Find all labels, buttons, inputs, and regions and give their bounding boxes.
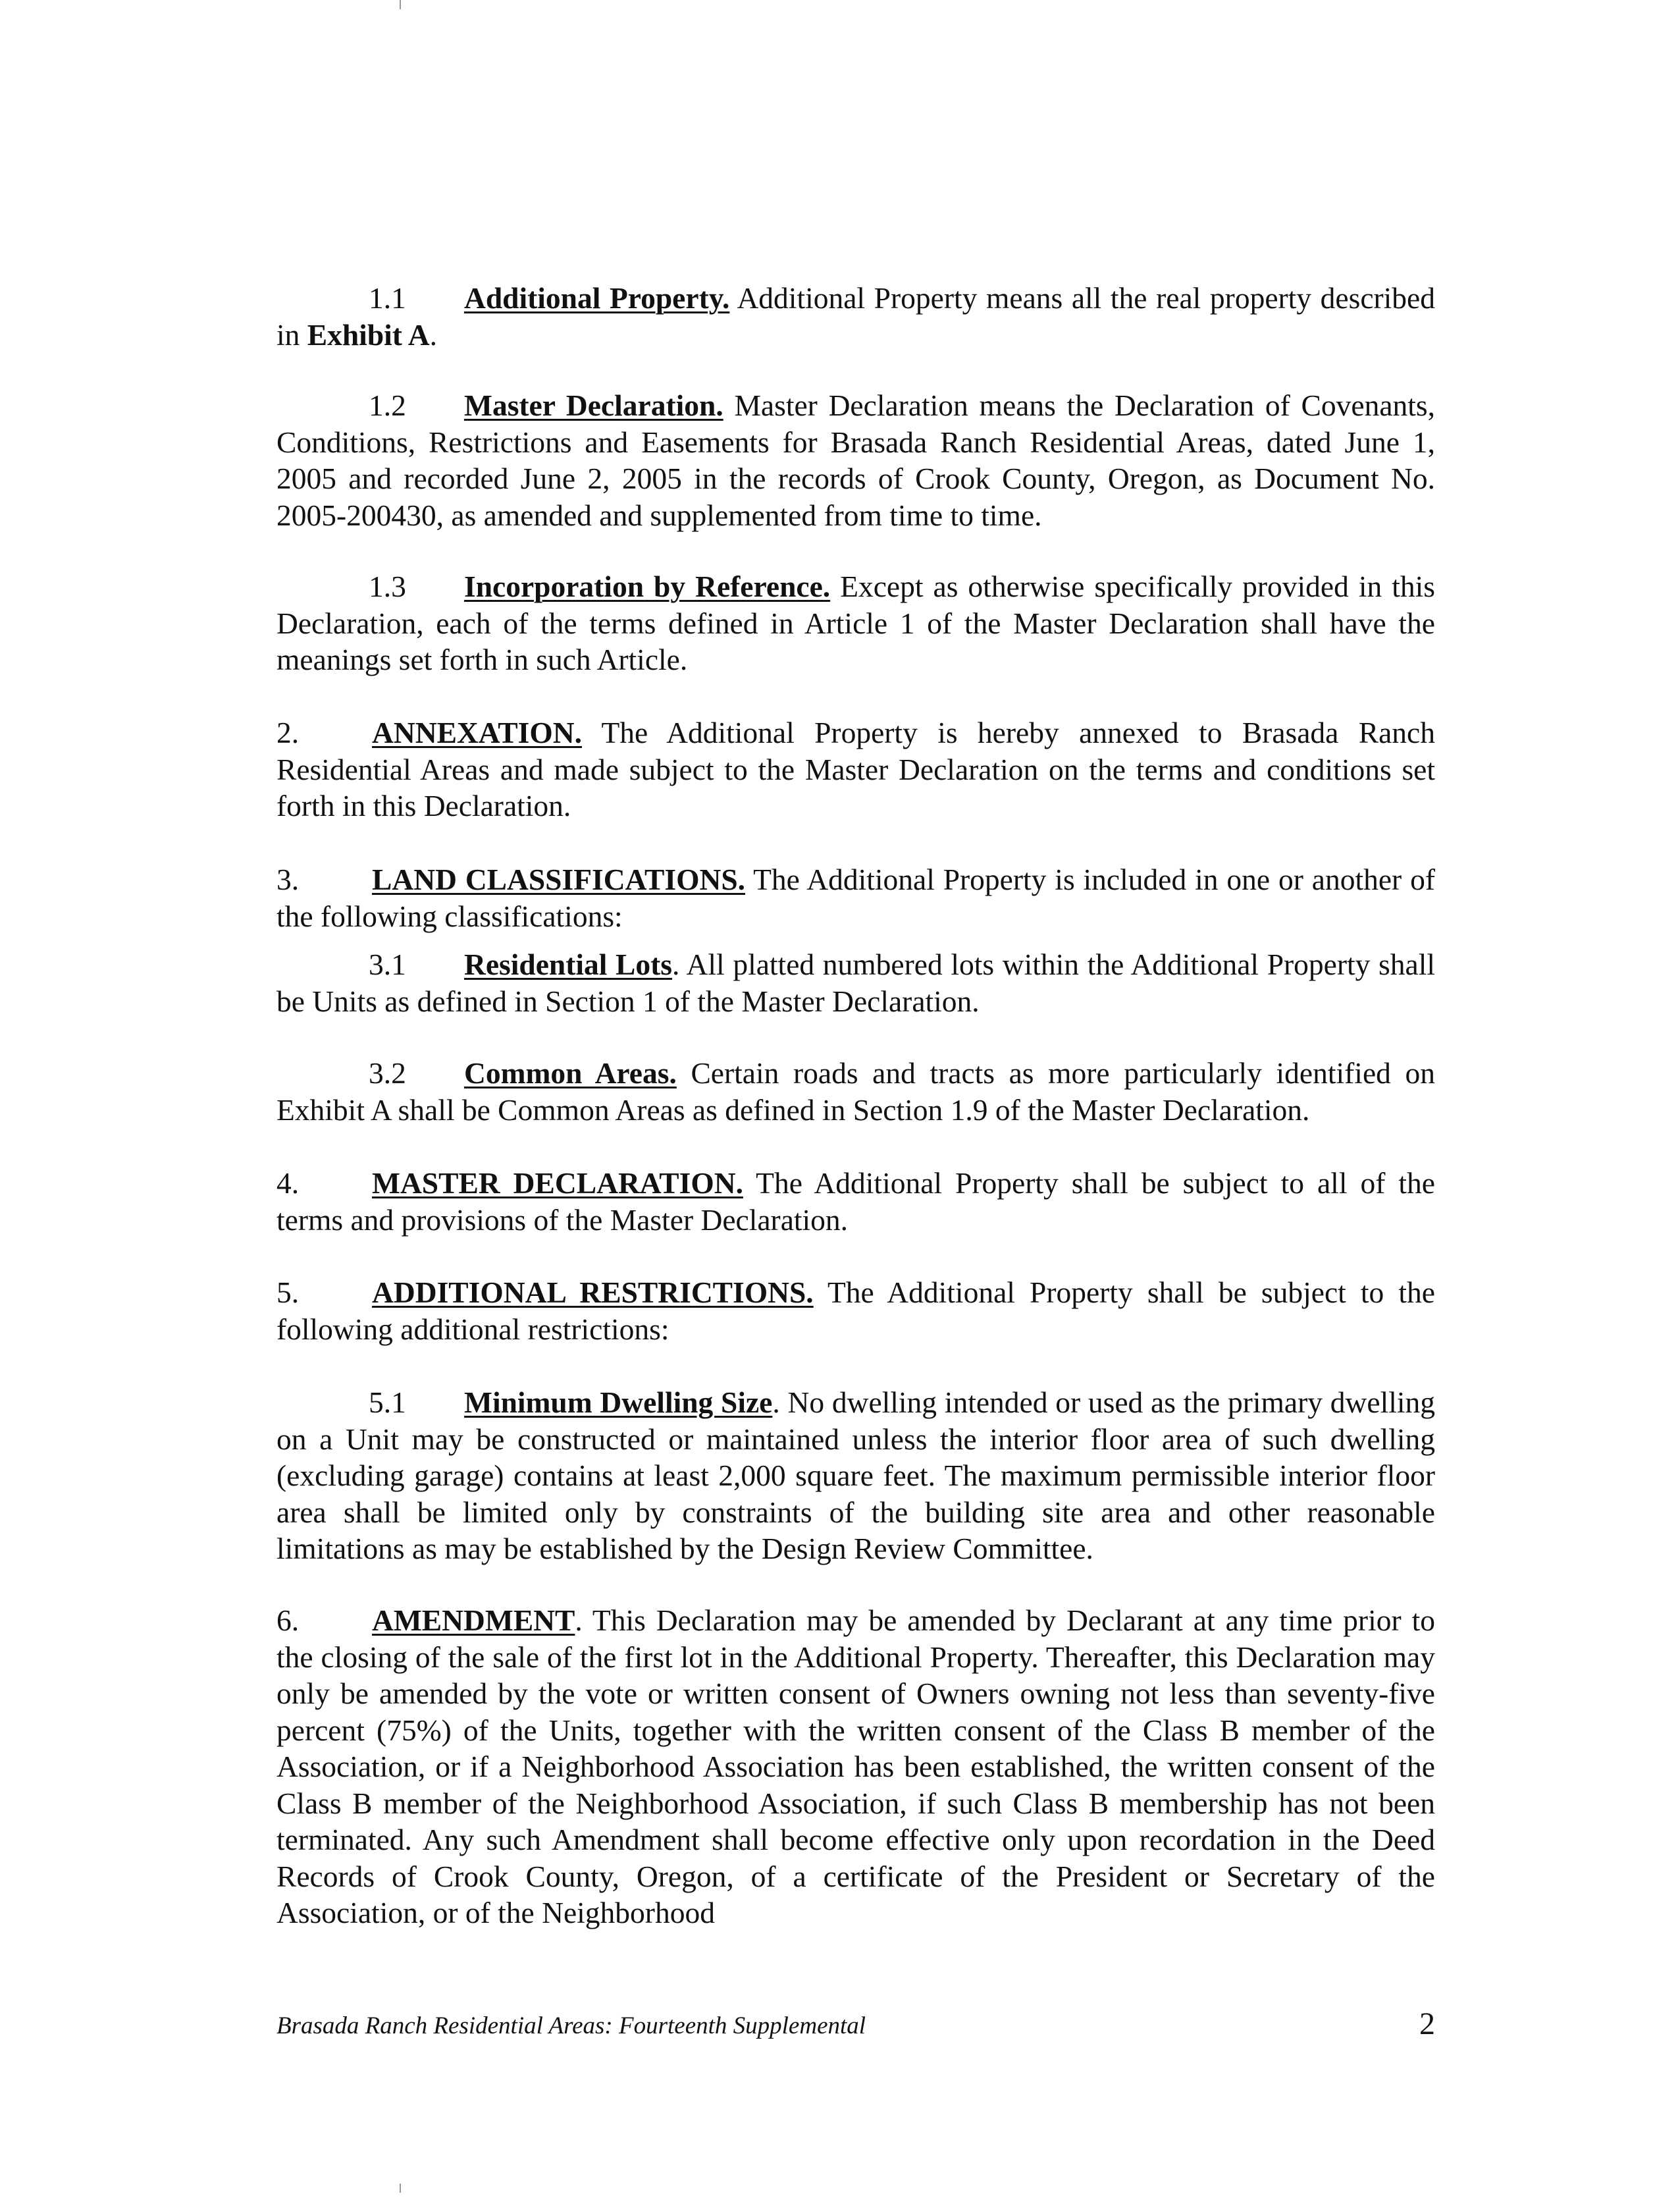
scan-mark-bottom — [400, 2184, 401, 2193]
section-text: Certain roads and tracts as more particularly identified on Exhibit A shall be Common Areas as defined in Section 1.9 of the Master Declaration. — [276, 1056, 1435, 1127]
section-1-2 — [276, 387, 1435, 533]
section-text: The Additional Property shall be subject to all of the terms and provisions of the Master Declaration. — [276, 1166, 1435, 1237]
section-heading: Additional Property. — [464, 281, 730, 315]
section-text: . This Declaration may be amended by Declarant at any time prior to the closing of the sale of the first lot in the Additional Property. Thereafter, this Declaration may only be amended by the vote or written consent of Owners owning not less than seventy-five percent (75%) of the Units, together with the written consent of the Class B member of the Association, or if a Neighborhood Association has been established, the written consent of the Class B member of the Neighborhood Association, if such Class B membership has not been terminated. Any such Amendment shall become effective only upon recordation in the Deed Records of Crook County, Oregon, of a certificate of the President or Secretary of the Association, or of the Neighborhood — [276, 1603, 1435, 1929]
section-text: . All platted numbered lots within the Additional Property shall be Units as defined in Section 1 of the Master Declaration. — [276, 948, 1435, 1018]
section-number: 6. — [276, 1603, 300, 1637]
footer-document-title: Brasada Ranch Residential Areas: Fourteenth Supplemental — [276, 2012, 866, 2039]
section-heading: Master Declaration. — [464, 389, 723, 422]
section-heading: ADDITIONAL RESTRICTIONS. — [372, 1276, 814, 1309]
section-heading: Residential Lots — [464, 948, 673, 981]
section-1-3 — [276, 568, 1435, 678]
section-number: 3. — [276, 863, 300, 896]
section-number: 1.3 — [369, 570, 406, 603]
section-heading: Minimum Dwelling Size — [464, 1385, 773, 1419]
section-text: Master Declaration means the Declaration of Covenants, Conditions, Restrictions and Easements for Brasada Ranch Residential Areas, dated June 1, 2005 and recorded June 2, 2005 in the records of Crook County, Oregon, as Document No. 2005-200430, as amended and supplemented from time to time. — [276, 389, 1435, 532]
section-text: Except as otherwise specifically provided in this Declaration, each of the terms defined in Article 1 of the Master Declaration shall have the meanings set forth in such Article. — [276, 570, 1435, 676]
section-number: 3.1 — [369, 948, 406, 981]
section-number: 1.2 — [369, 389, 406, 422]
scan-mark-top — [400, 0, 401, 9]
section-3-2 — [276, 1055, 1435, 1128]
section-number: 5.1 — [369, 1385, 406, 1419]
section-number: 2. — [276, 716, 300, 749]
section-number: 5. — [276, 1276, 300, 1309]
section-text-end: . — [429, 317, 438, 352]
section-heading: AMENDMENT — [372, 1603, 575, 1637]
section-2 — [276, 714, 1435, 824]
section-5-1 — [276, 1384, 1435, 1567]
section-3-1 — [276, 946, 1435, 1019]
section-number: 1.1 — [369, 281, 406, 315]
section-heading: LAND CLASSIFICATIONS. — [372, 863, 746, 896]
section-text: The Additional Property shall be subject to the following additional restrictions: — [276, 1276, 1435, 1346]
section-text: The Additional Property is hereby annexed to Brasada Ranch Residential Areas and made subject to the Master Declaration on the terms and conditions set forth in this Declaration. — [276, 716, 1435, 822]
section-text: Additional Property means all the real property described in — [276, 281, 1435, 352]
section-5 — [276, 1274, 1435, 1347]
section-number: 3.2 — [369, 1056, 406, 1090]
section-text: The Additional Property is included in one or another of the following classifications: — [276, 863, 1435, 933]
exhibit-reference: Exhibit A — [307, 317, 430, 352]
section-1-1 — [276, 280, 1435, 353]
section-3 — [276, 861, 1435, 934]
section-heading: Common Areas. — [464, 1056, 677, 1090]
section-heading: MASTER DECLARATION. — [372, 1166, 743, 1200]
section-heading: ANNEXATION. — [372, 716, 582, 749]
section-6 — [276, 1602, 1435, 1931]
page-number: 2 — [1419, 2006, 1435, 2041]
section-text: . No dwelling intended or used as the primary dwelling on a Unit may be constructed or maintained unless the interior floor area of such dwelling (excluding garage) contains at least 2,000 square feet. The maximum permissible interior floor area shall be limited only by constraints of the building site area and other reasonable limitations as may be established by the Design Review Committee. — [276, 1385, 1435, 1565]
section-number: 4. — [276, 1166, 300, 1200]
section-4 — [276, 1165, 1435, 1238]
section-heading: Incorporation by Reference. — [464, 570, 831, 603]
